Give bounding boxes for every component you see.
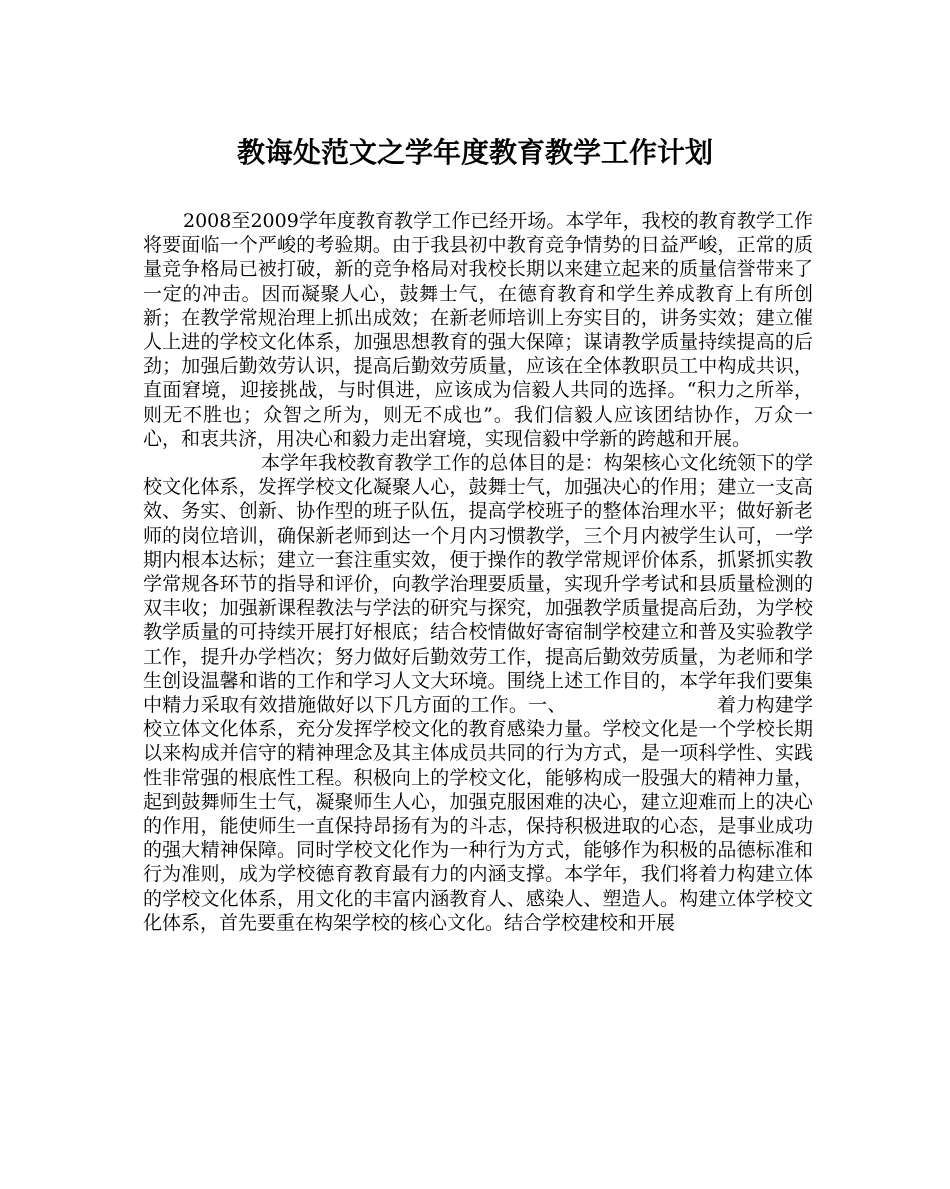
paragraph-intro: 2008至2009学年度教育教学工作已经开场。本学年，我校的教育教学工作将要面临一个严峻的考验期。由于我县初中教育竞争情势的日益严峻，正常的质量竞争格局已被打破，新的竞争格局对我校长期以来建立起来的质量信誉带来了一定的冲击。因而凝聚人心，鼓舞士气，在德育教育和学生养成教育上有所创新；在教学常规治理上抓出成效；在新老师培训上夯实目的，讲务实效；建立催人上进的学校文化体系，加强思想教育的强大保障；谋请教学质量持续提高的后劲；加强后勤效劳认识，提高后勤效劳质量，应该在全体教职员工中构成共识，直面窘境，迎接挑战，与时俱进，应该成为信毅人共同的选择。“积力之所举，则无不胜也；众智之所为，则无不成也”。我们信毅人应该团结协作，万众一心，和衷共济，用决心和毅力走出窘境，实现信毅中学新的跨越和开展。 bbox=[143, 210, 813, 450]
paragraph-culture: 着力构建学校立体文化体系，充分发挥学校文化的教育感染力量。学校文化是一个学校长期以来构成并信守的精神理念及其主体成员共同的行为方式，是一项科学性、实践性非常强的根底性工程。积极向上的学校文化，能够构成一股强大的精神力量，起到鼓舞师生士气，凝聚师生人心，加强克服困难的决心，建立迎难而上的决心的作用，能使师生一直保持昂扬有为的斗志，保持积极进取的心态，是事业成功的强大精神保障。同时学校文化作为一种行为方式，能够作为积极的品德标准和行为准则，成为学校德育教育最有力的内涵支撑。本学年，我们将着力构建立体的学校文化体系，用文化的丰富内涵教育人、感染人、塑造人。构建立体学校文化体系，首先要重在构架学校的核心文化。结合学校建校和开展 bbox=[143, 694, 813, 934]
paragraph-goals-container bbox=[143, 451, 813, 935]
document-body bbox=[143, 209, 813, 935]
paragraph-goals: 本学年我校教育教学工作的总体目的是：构架核心文化统领下的学校文化体系，发挥学校文化凝聚人心，鼓舞士气，加强决心的作用；建立一支高效、务实、创新、协作型的班子队伍，提高学校班子的整体治理水平；做好新老师的岗位培训，确保新老师到达一个月内习惯教学，三个月内被学生认可，一学期内根本达标；建立一套注重实效，便于操作的教学常规评价体系，抓紧抓实教学常规各环节的指导和评价，向教学治理要质量，实现升学考试和县质量检测的双丰收；加强新课程教法与学法的研究与探究，加强教学质量提高后劲，为学校教学质量的可持续开展打好根底；结合校情做好寄宿制学校建立和普及实验教学工作，提升办学档次；努力做好后勤效劳工作，提高后勤效劳质量，为老师和学生创设温馨和谐的工作和学习人文大环境。围绕上述工作目的，本学年我们要集中精力采取有效措施做好以下几方面的工作。一、 bbox=[143, 452, 813, 717]
document-title: 教诲处范文之学年度教育教学工作计划 bbox=[236, 136, 713, 169]
